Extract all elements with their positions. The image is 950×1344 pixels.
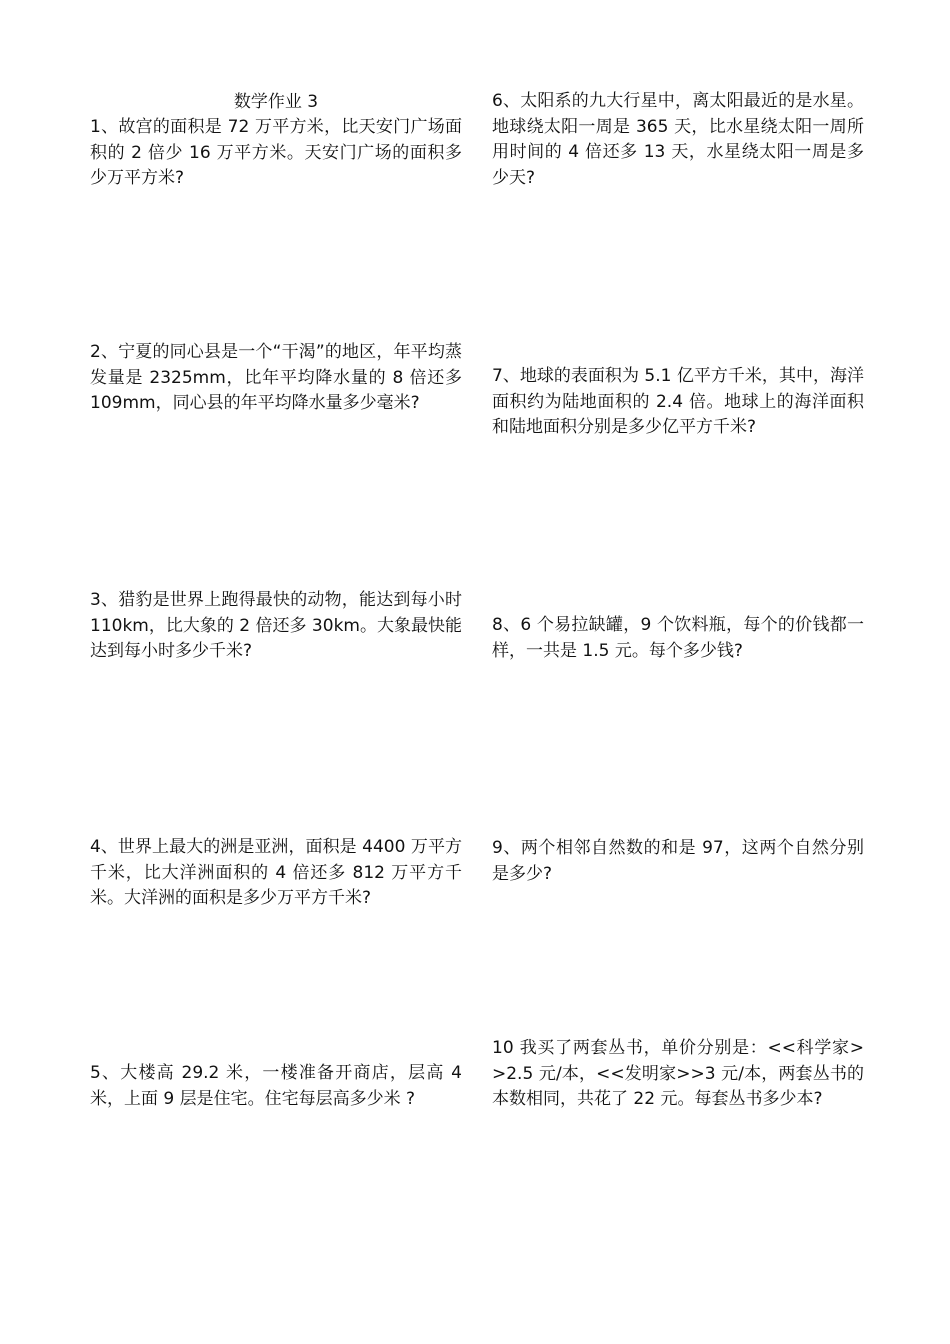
problem-9: 9、两个相邻自然数的和是 97，这两个自然分别是多少?: [492, 838, 864, 884]
problem-3: 3、猎豹是世界上跑得最快的动物，能达到每小时 110km，比大象的 2 倍还多 30km。大象最快能达到每小时多少千米?: [90, 590, 462, 661]
problem-7: 7、地球的表面积为 5.1 亿平方千米，其中，海洋面积约为陆地面积的 2.4 倍。地球上的海洋面积和陆地面积分别是多少亿平方千米?: [492, 366, 864, 437]
problem-10: 10 我买了两套丛书，单价分别是：<<科学家>>2.5 元/本，<<发明家>>3 元/本，两套丛书的本数相同，共花了 22 元。每套丛书多少本?: [492, 1038, 864, 1109]
problem-2: 2、宁夏的同心县是一个“干渴”的地区，年平均蒸发量是 2325mm，比年平均降水量的 8 倍还多 109mm，同心县的年平均降水量多少毫米?: [90, 342, 462, 413]
problem-5: 5、大楼高 29.2 米，一楼准备开商店，层高 4 米，上面 9 层是住宅。住宅每层高多少米 ?: [90, 1063, 462, 1109]
problem-1: 1、故宫的面积是 72 万平方米，比天安门广场面积的 2 倍少 16 万平方米。天安门广场的面积多少万平方米?: [90, 117, 462, 188]
problem-4: 4、世界上最大的洲是亚洲，面积是 4400 万平方千米，比大洋洲面积的 4 倍还多 812 万平方千米。大洋洲的面积是多少万平方千米?: [90, 837, 462, 908]
problem-8: 8、6 个易拉缺罐，9 个饮料瓶，每个的价钱都一样，一共是 1.5 元。每个多少钱?: [492, 615, 864, 661]
problem-6: 6、太阳系的九大行星中，离太阳最近的是水星。地球绕太阳一周是 365 天，比水星绕太阳一周所用时间的 4 倍还多 13 天，水星绕太阳一周是多少天?: [492, 91, 864, 188]
worksheet-title: 数学作业 3: [233, 92, 319, 112]
